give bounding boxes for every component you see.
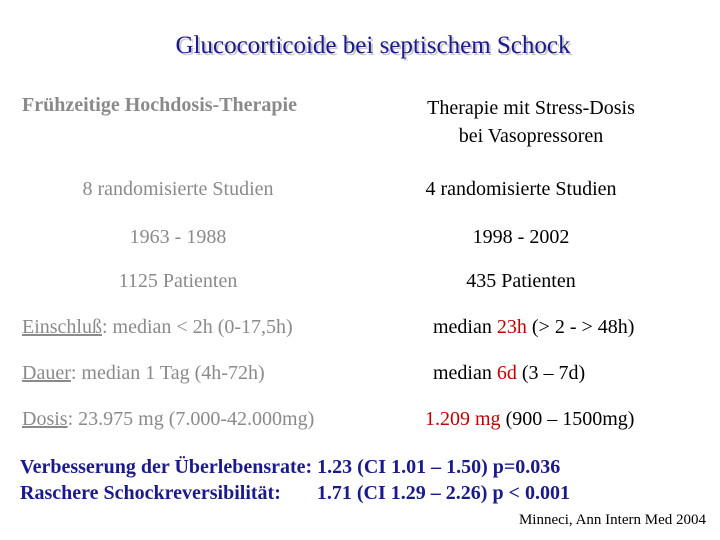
left-column-heading: Frühzeitige Hochdosis-Therapie bbox=[22, 94, 297, 116]
duration-right-suffix: (3 – 7d) bbox=[516, 362, 586, 384]
right-patients: 435 Patienten bbox=[466, 270, 576, 292]
right-column-heading bbox=[400, 94, 662, 150]
dose-label: Dosis bbox=[22, 408, 68, 430]
summary-reversal-value: 1.71 (CI 1.29 – 2.26) p < 0.001 bbox=[316, 482, 570, 504]
right-duration bbox=[433, 362, 585, 385]
duration-label: Dauer bbox=[22, 362, 71, 384]
right-years: 1998 - 2002 bbox=[472, 226, 570, 248]
left-duration bbox=[22, 362, 265, 385]
slide-title: Glucocorticoide bei septischem Schock bbox=[175, 32, 571, 59]
left-dose bbox=[22, 408, 314, 431]
right-heading-line2: bei Vasopressoren bbox=[458, 125, 604, 147]
dose-right-suffix: (900 – 1500mg) bbox=[500, 408, 635, 430]
left-inclusion bbox=[22, 316, 293, 339]
summary-reversal-label: Raschere Schockreversibilität: bbox=[20, 482, 281, 504]
right-inclusion bbox=[433, 316, 634, 339]
left-studies: 8 randomisierte Studien bbox=[82, 178, 274, 200]
inclusion-right-suffix: (> 2 - > 48h) bbox=[526, 316, 635, 338]
right-studies: 4 randomisierte Studien bbox=[425, 178, 617, 200]
citation: Minneci, Ann Intern Med 2004 bbox=[518, 512, 706, 528]
right-dose bbox=[425, 408, 634, 431]
dose-right-highlight: 1.209 mg bbox=[425, 408, 501, 430]
inclusion-label: Einschluß bbox=[22, 316, 102, 338]
left-years: 1963 - 1988 bbox=[129, 226, 227, 248]
summary-survival: Verbesserung der Überlebensrate: 1.23 (CI 1.01 – 1.50) p=0.036 bbox=[20, 456, 561, 478]
dose-value: : 23.975 mg (7.000-42.000mg) bbox=[67, 408, 315, 430]
duration-right-prefix: median bbox=[433, 362, 497, 384]
inclusion-right-highlight: 23h bbox=[496, 316, 527, 338]
summary-reversal bbox=[20, 482, 570, 505]
duration-value: : median 1 Tag (4h-72h) bbox=[70, 362, 265, 384]
inclusion-value: : median < 2h (0-17,5h) bbox=[102, 316, 293, 338]
inclusion-right-prefix: median bbox=[433, 316, 497, 338]
duration-right-highlight: 6d bbox=[496, 362, 517, 384]
left-patients: 1125 Patienten bbox=[118, 270, 238, 292]
right-heading-line1: Therapie mit Stress-Dosis bbox=[427, 97, 635, 119]
